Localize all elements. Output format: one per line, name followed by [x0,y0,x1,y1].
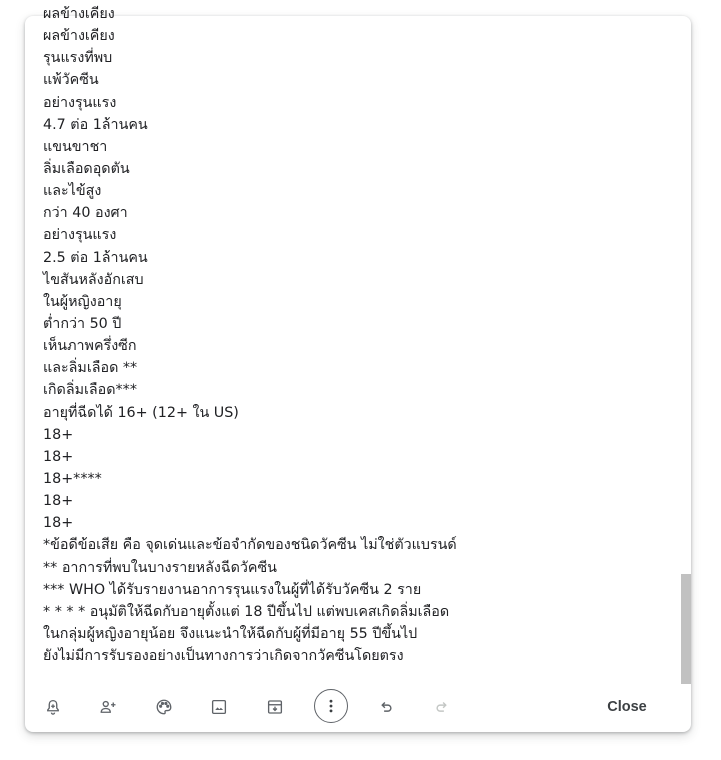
note-line: ลิ่มเลือดอุดตัน [43,160,130,177]
note-line: ผลข้างเคียง [43,6,115,22]
note-line: ต่ำกว่า 50 ปี [43,315,122,332]
note-line: และไข้สูง [43,183,102,200]
remind-me-icon[interactable] [37,691,69,723]
note-line: แพ้วัคซีน [43,72,99,89]
redo-icon[interactable] [426,691,458,723]
note-line: ** อาการที่พบในบางรายหลังฉีดวัคซีน [43,559,277,576]
collaborator-icon[interactable] [92,691,124,723]
note-line: 2.5 ต่อ 1ล้านคน [43,249,148,266]
image-icon[interactable] [203,691,235,723]
note-line: และลิ่มเลือด ** [43,360,138,377]
note-line: 18+ [43,515,74,532]
note-editor-dialog [25,6,691,732]
note-lines [43,3,457,667]
scrollbar-thumb[interactable] [681,574,691,684]
note-line: ผลข้างเคียง [43,28,115,45]
note-line: *** WHO ได้รับรายงานอาการรุนแรงในผู้ที่ได้รับวัคซีน 2 ราย [43,581,422,598]
note-line: ไขสันหลังอักเสบ [43,271,144,288]
undo-icon[interactable] [370,691,402,723]
note-line: อย่างรุนแรง [43,227,117,244]
note-line: ยังไม่มีการรับรองอย่างเป็นทางการว่าเกิดจากวัคซีนโดยตรง [43,648,404,665]
close-button[interactable]: Close [607,699,647,715]
note-line: 18+ [43,493,74,510]
note-line: 18+**** [43,470,102,487]
note-line: * * * * อนุมัติให้ฉีดกับอายุตั้งแต่ 18 ปีขึ้นไป แต่พบเคสเกิดลิ่มเลือด [43,603,450,620]
note-line: 4.7 ต่อ 1ล้านคน [43,116,148,133]
note-line: กว่า 40 องศา [43,205,128,222]
note-line: อายุที่ฉีดได้ 16+ (12+ ใน US) [43,404,239,421]
note-toolbar [25,682,691,732]
palette-icon[interactable] [148,691,180,723]
archive-icon[interactable] [259,691,291,723]
note-line: แขนขาชา [43,138,108,155]
note-line: อย่างรุนแรง [43,94,117,111]
note-line: ในกลุ่มผู้หญิงอายุน้อย จึงแนะนำให้ฉีดกับผู้ที่มีอายุ 55 ปีขึ้นไป [43,625,418,642]
note-line: เกิดลิ่มเลือด*** [43,382,137,399]
note-line: *ข้อดีข้อเสีย คือ จุดเด่นและข้อจำกัดของชนิดวัคซีน ไม่ใช่ตัวแบรนด์ [43,537,457,554]
note-line: 18+ [43,448,74,465]
note-body[interactable] [43,6,673,682]
more-icon[interactable] [314,689,348,723]
note-line: 18+ [43,426,74,443]
note-line: เห็นภาพครึ่งซีก [43,338,137,355]
note-line: ในผู้หญิงอายุ [43,293,122,310]
note-line: รุนแรงที่พบ [43,50,113,67]
